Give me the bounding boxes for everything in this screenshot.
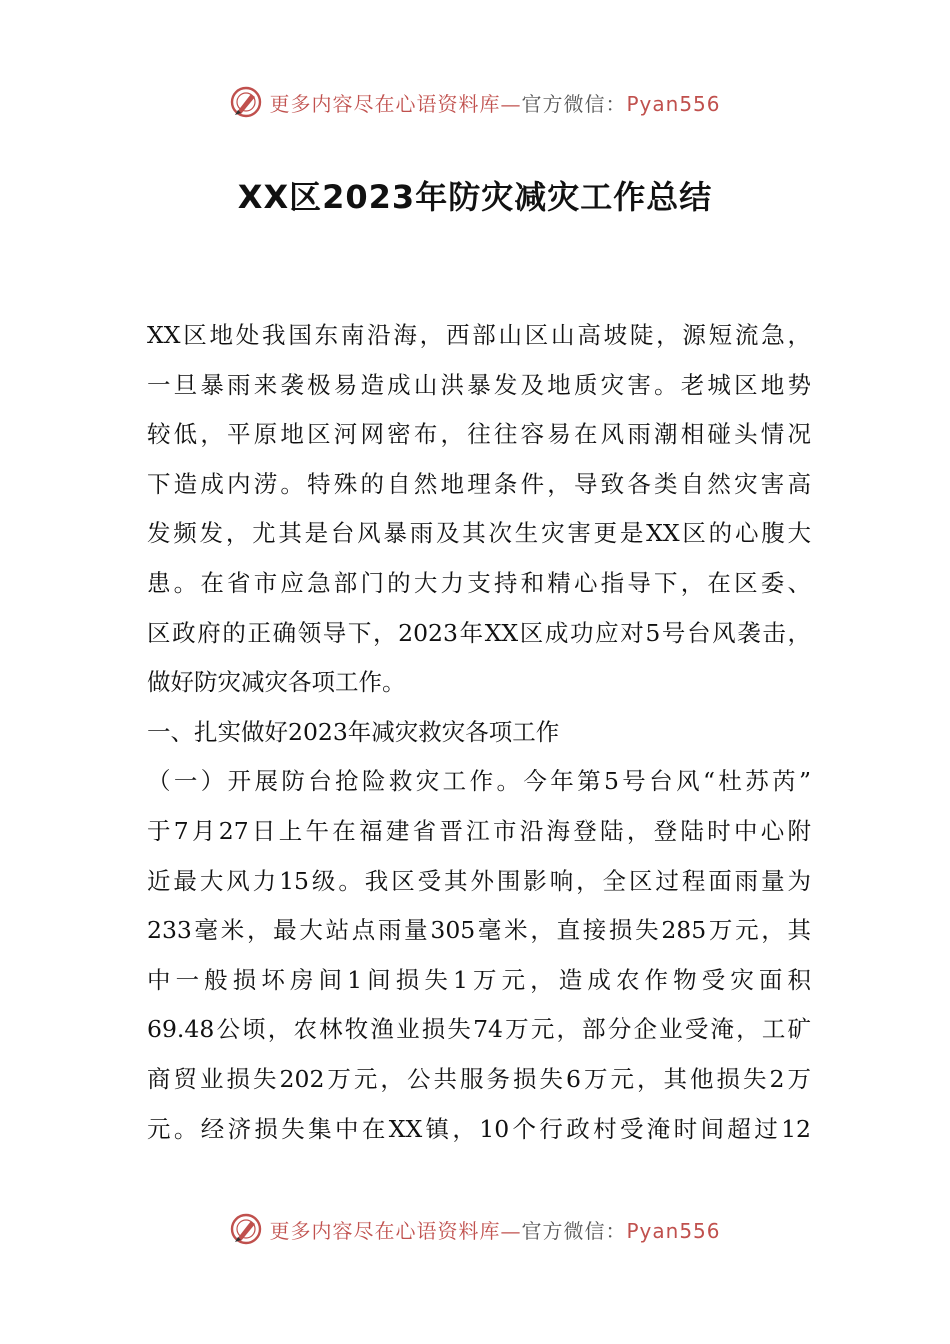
watermark-text xyxy=(269,1215,720,1244)
body-line: （一）开展防台抢险救灾工作。今年第5号台风“杜苏芮” xyxy=(147,767,811,796)
watermark-main: 更多内容尽在心语资料库 xyxy=(269,1218,501,1243)
document-body xyxy=(147,311,811,1154)
pen-circle-logo-icon xyxy=(229,1212,263,1246)
body-line: 做好防灾减灾各项工作。 xyxy=(147,668,406,697)
watermark-dash: — xyxy=(500,91,522,116)
footer-watermark xyxy=(0,1209,950,1249)
pen-circle-logo-icon xyxy=(229,85,263,119)
section-heading: 一、扎实做好2023年减灾救灾各项工作 xyxy=(147,717,560,746)
watermark-official-label: 官方微信： xyxy=(521,91,627,116)
body-line: 元。经济损失集中在XX镇，10个行政村受淹时间超过12 xyxy=(147,1114,811,1143)
body-line: 一旦暴雨来袭极易造成山洪暴发及地质灾害。老城区地势 xyxy=(147,370,811,399)
body-line: 中一般损坏房间1间损失1万元，造成农作物受灾面积 xyxy=(147,965,811,994)
body-line: 较低，平原地区河网密布，往往容易在风雨潮相碰头情况 xyxy=(147,420,811,449)
body-line: 区政府的正确领导下，2023年XX区成功应对5号台风袭击， xyxy=(147,618,811,647)
header-watermark xyxy=(0,82,950,122)
watermark-text xyxy=(269,88,720,117)
body-line: 233毫米，最大站点雨量305毫米，直接损失285万元，其 xyxy=(147,916,811,945)
body-line: 69.48公顷，农林牧渔业损失74万元，部分企业受淹，工矿 xyxy=(147,1015,811,1044)
body-line: 近最大风力15级。我区受其外围影响，全区过程面雨量为 xyxy=(147,866,811,895)
body-line: 患。在省市应急部门的大力支持和精心指导下，在区委、 xyxy=(147,568,811,597)
document-title: XX区2023年防灾减灾工作总结 xyxy=(237,178,713,216)
watermark-wechat-id: Pyan556 xyxy=(626,1218,721,1243)
body-line: 商贸业损失202万元，公共服务损失6万元，其他损失2万 xyxy=(147,1064,811,1093)
body-line: 于7月27日上午在福建省晋江市沿海登陆，登陆时中心附 xyxy=(147,816,811,845)
watermark-main: 更多内容尽在心语资料库 xyxy=(269,91,501,116)
body-line: XX区地处我国东南沿海，西部山区山高坡陡，源短流急， xyxy=(147,321,811,349)
watermark-dash: — xyxy=(500,1218,522,1243)
body-line: 发频发，尤其是台风暴雨及其次生灾害更是XX区的心腹大 xyxy=(147,519,811,548)
watermark-official-label: 官方微信： xyxy=(521,1218,627,1243)
watermark-wechat-id: Pyan556 xyxy=(626,91,721,116)
body-line: 下造成内涝。特殊的自然地理条件，导致各类自然灾害高 xyxy=(147,469,811,498)
